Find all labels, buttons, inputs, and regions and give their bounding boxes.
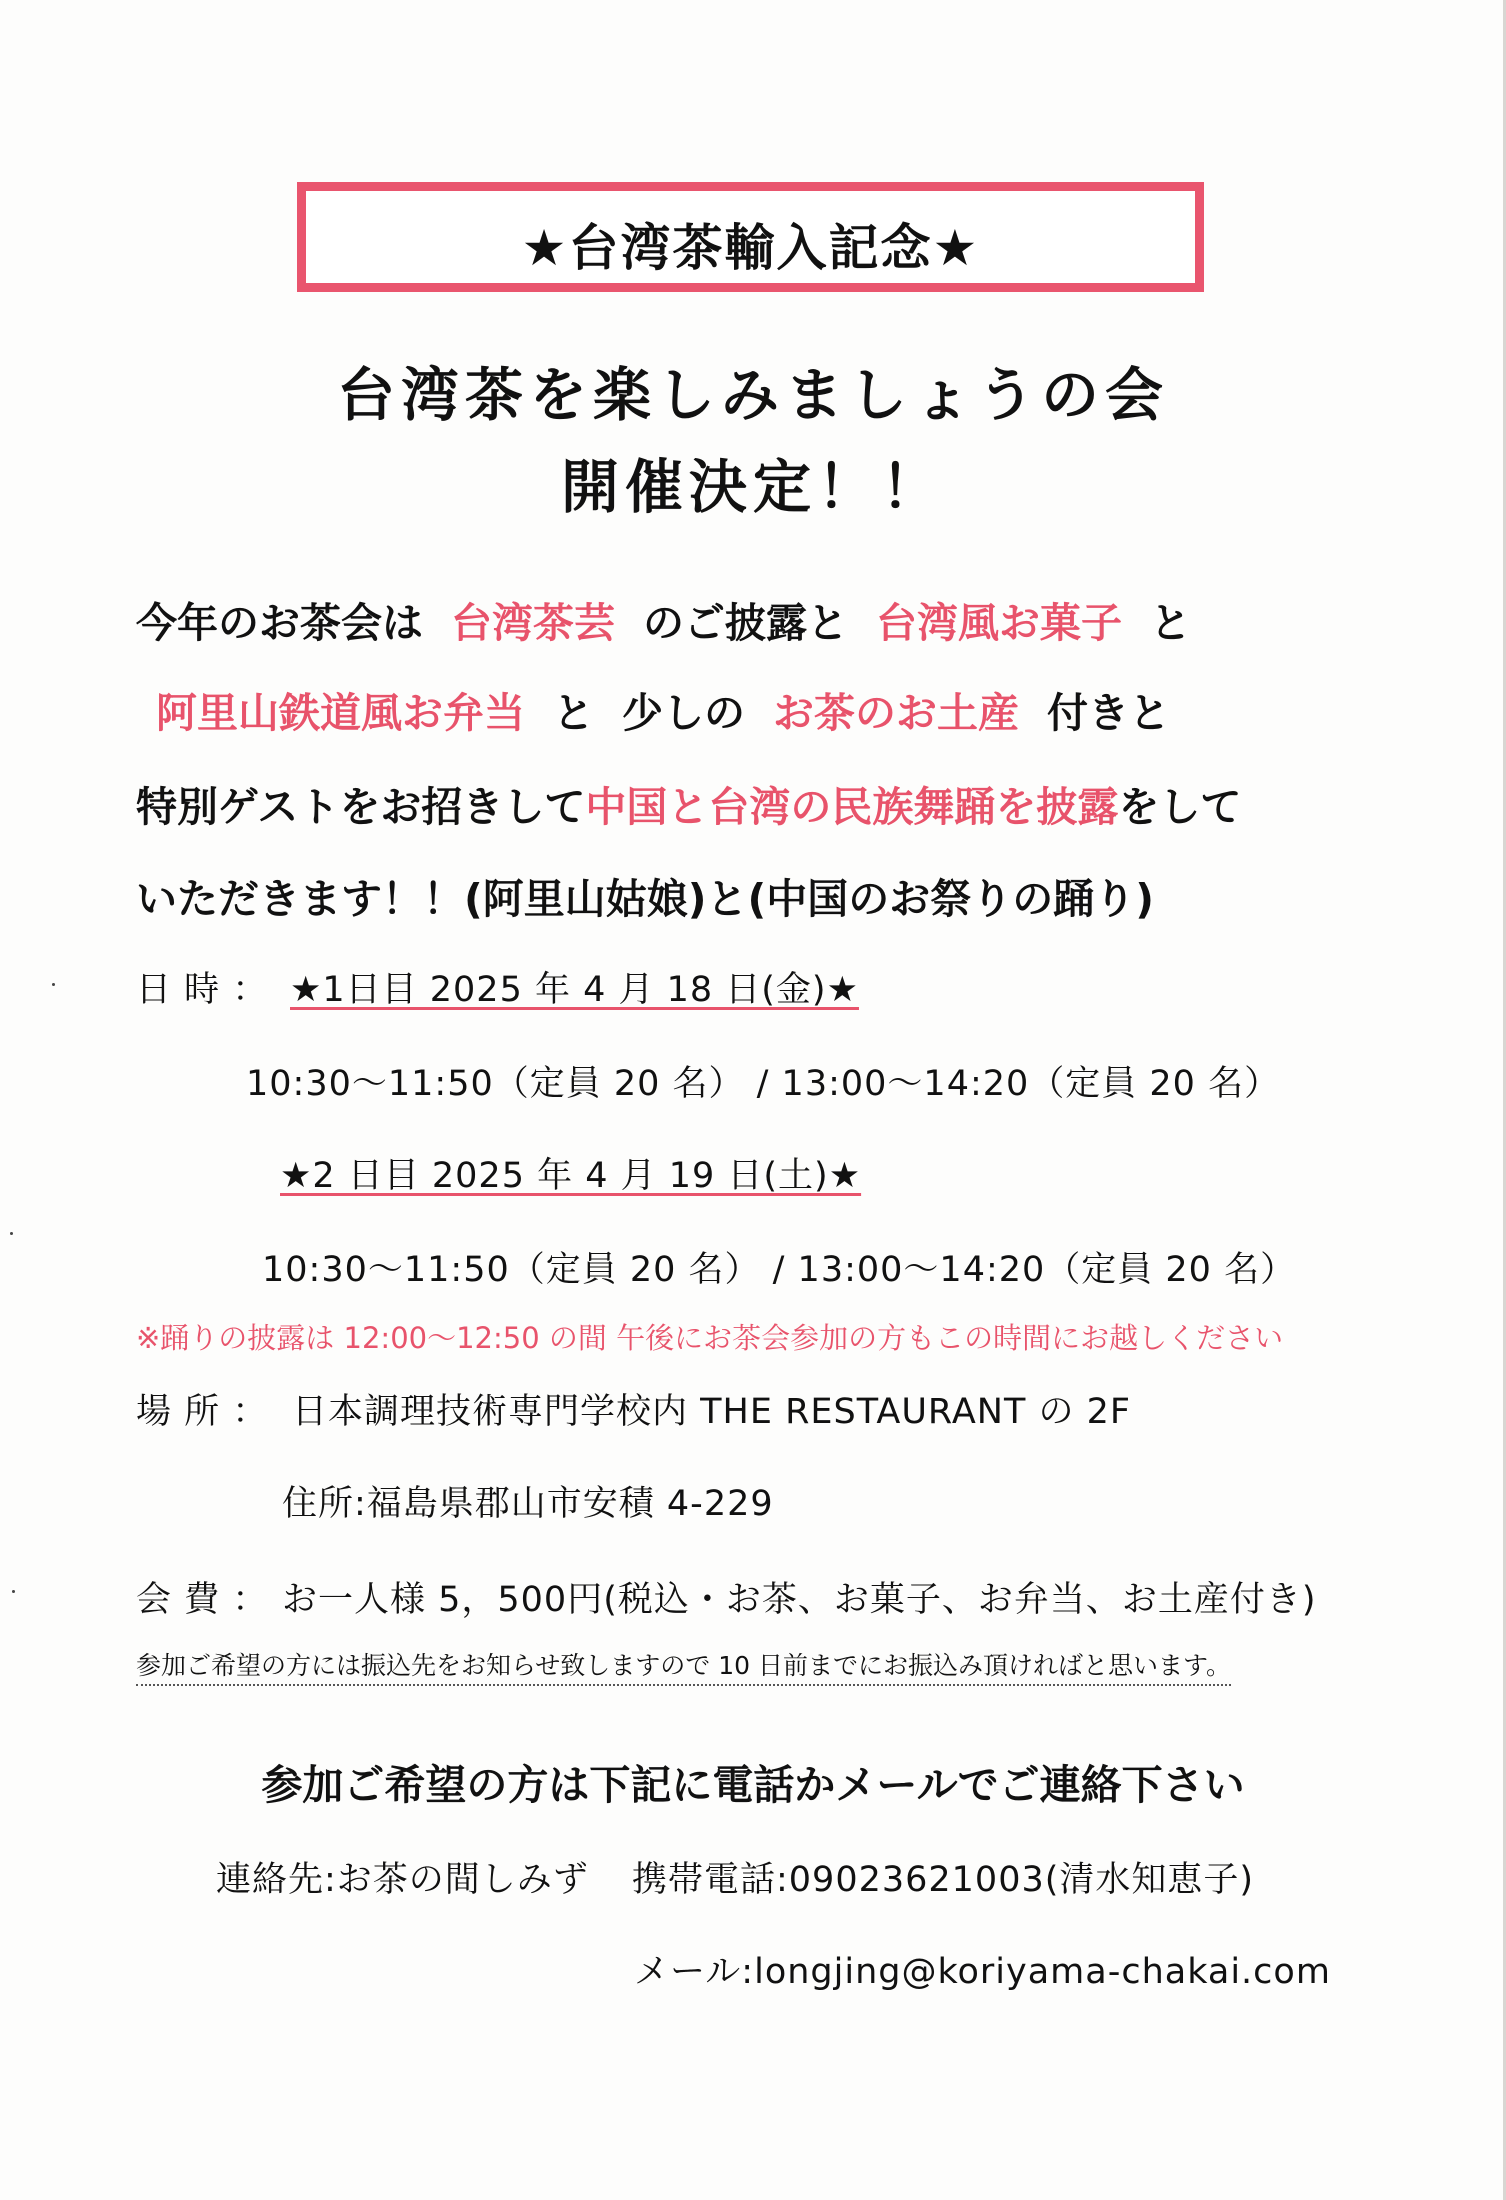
transfer-note: 参加ご希望の方には振込先をお知らせ致しますので 10 日前までにお振込み頂ければと思います。 [136, 1646, 1231, 1686]
contact-email: メール:longjing@koriyama-chakai.com [634, 1952, 1331, 1992]
heading-text: ★台湾茶輸入記念★ [521, 219, 980, 277]
day2-heading: ★2 日目 2025 年 4 月 19 日(土)★ [280, 1156, 862, 1196]
contact-name: 連絡先:お茶の間しみず [216, 1860, 589, 1900]
paper-speck [52, 983, 55, 986]
intro-text: のご披露と [643, 599, 848, 647]
intro-line-4: いただきます！！(阿里山姑娘)と(中国のお祭りの踊り) [136, 875, 1154, 923]
intro-highlight: お茶のお土産 [773, 689, 1019, 737]
place-label: 場 所 ： [136, 1392, 269, 1432]
intro-text: と [553, 689, 594, 737]
intro-highlight: 中国と台湾の民族舞踊を披露 [585, 783, 1119, 831]
intro-line-3 [136, 774, 1241, 833]
intro-text: 今年のお茶会は [136, 599, 423, 647]
fee-label: 会 費 ： [136, 1580, 269, 1620]
intro-highlight: 阿里山鉄道風お弁当 [156, 689, 525, 737]
intro-text: 特別ゲストをお招きして [136, 783, 586, 831]
dance-note: ※踊りの披露は 12:00～12:50 の間 午後にお茶会参加の方もこの時間にお越しください [136, 1321, 1284, 1355]
intro-text: 少しの [622, 689, 745, 737]
intro-highlight: 台湾茶芸 [451, 599, 615, 647]
contact-heading: 参加ご希望の方は下記に電話かメールでご連絡下さい [261, 1761, 1245, 1809]
datetime-label: 日 時 ： [136, 970, 269, 1010]
place-value: 日本調理技術専門学校内 THE RESTAURANT の 2F [292, 1392, 1131, 1432]
intro-highlight: 台湾風お菓子 [876, 599, 1122, 647]
intro-text: をして [1118, 783, 1242, 831]
intro-line-1 [136, 590, 1191, 649]
day1-heading: ★1日目 2025 年 4 月 18 日(金)★ [290, 970, 859, 1010]
place-address: 住所:福島県郡山市安積 4-229 [282, 1484, 774, 1524]
intro-line-2 [156, 680, 1170, 739]
event-title-decision: 開催決定！！ [560, 453, 945, 521]
contact-phone: 携帯電話:09023621003(清水知恵子) [632, 1860, 1255, 1900]
event-title: 台湾茶を楽しみましょうの会 [336, 361, 1169, 429]
heading-box [297, 182, 1204, 292]
day1-times: 10:30～11:50（定員 20 名） / 13:00～14:20（定員 20 名） [246, 1064, 1281, 1104]
paper-speck [10, 1232, 13, 1235]
intro-text: と [1150, 599, 1191, 647]
intro-text: 付きと [1047, 689, 1170, 737]
day2-times: 10:30～11:50（定員 20 名） / 13:00～14:20（定員 20 名） [262, 1250, 1297, 1290]
fee-value: お一人様 5，500円(税込・お茶、お菓子、お弁当、お土産付き) [282, 1580, 1317, 1620]
paper-speck [12, 1590, 15, 1593]
